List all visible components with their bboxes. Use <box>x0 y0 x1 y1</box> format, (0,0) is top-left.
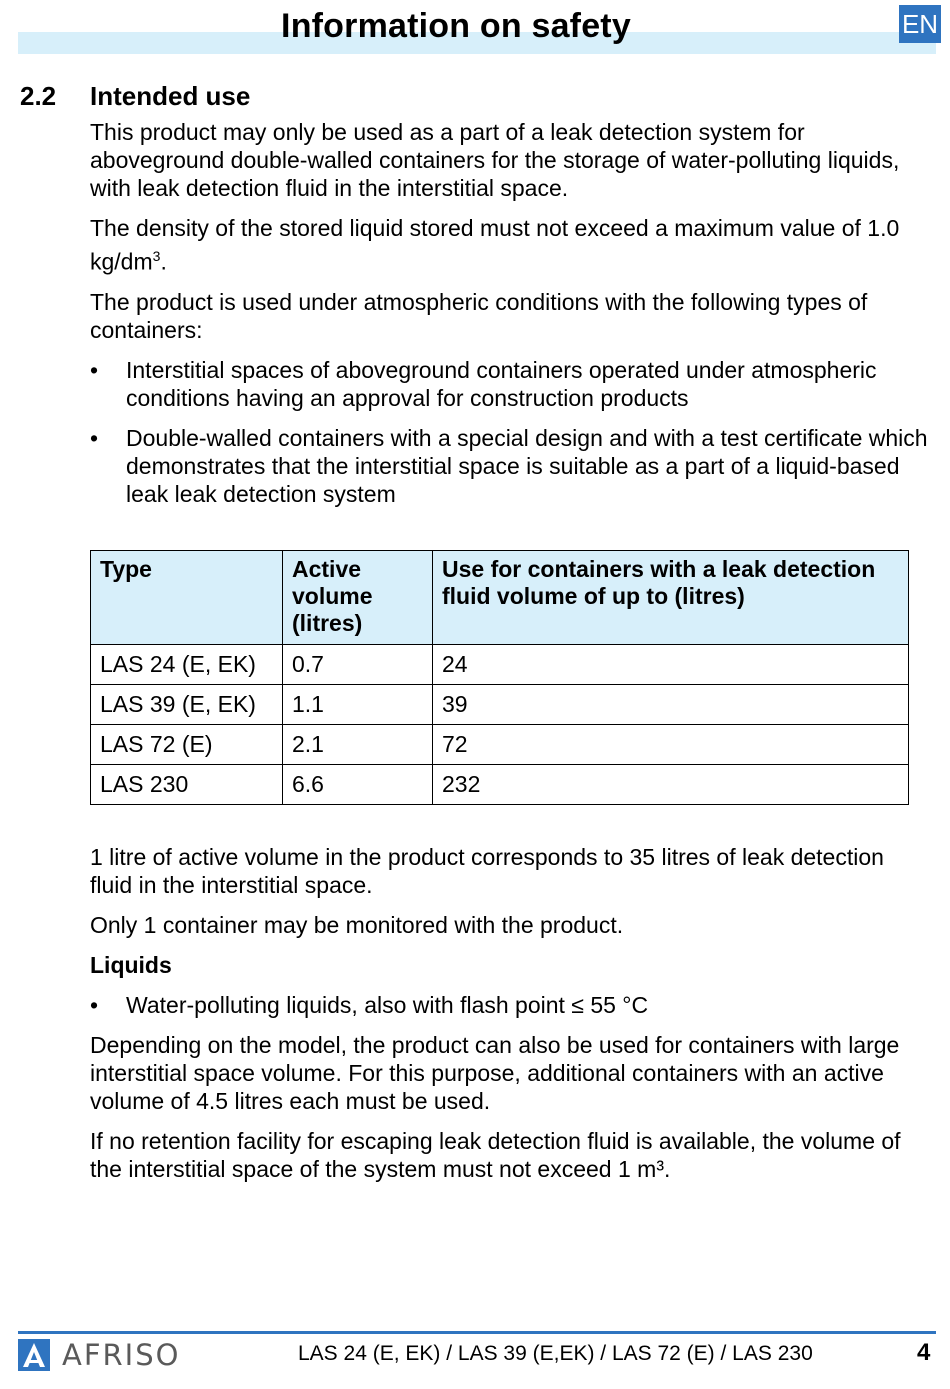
density-text: The density of the stored liquid stored must not exceed a maximum value of 1.0 kg/dm <box>90 215 900 275</box>
list-item <box>90 424 932 508</box>
list-item <box>90 356 932 412</box>
table-cell: 24 <box>433 644 909 684</box>
bullet-icon: • <box>90 424 99 451</box>
table-cell: 6.6 <box>283 764 433 804</box>
logo-text: AFRISO <box>62 1338 181 1372</box>
table-cell: 2.1 <box>283 724 433 764</box>
table-row <box>91 644 909 684</box>
table-cell: 232 <box>433 764 909 804</box>
column-header-container-volume: Use for containers with a leak detection fluid volume of up to (litres) <box>433 550 909 644</box>
list-item-text: Double-walled containers with a special design and with a test certificate which demonstrates that the interstitial space is suitable as a part of a liquid-based leak leak detection system <box>126 424 928 507</box>
table-cell: LAS 39 (E, EK) <box>91 684 283 724</box>
conditions-paragraph: The product is used under atmospheric conditions with the following types of containers: <box>90 288 868 343</box>
density-superscript: 3 <box>152 248 161 264</box>
language-badge: EN <box>899 5 941 43</box>
single-container-paragraph: Only 1 container may be monitored with the product. <box>90 911 624 938</box>
list-item-text: Interstitial spaces of aboveground containers operated under atmospheric conditions having an approval for construction products <box>126 356 877 411</box>
table-cell: LAS 72 (E) <box>91 724 283 764</box>
table-row <box>91 724 909 764</box>
table-cell: 1.1 <box>283 684 433 724</box>
afriso-logo <box>18 1338 180 1372</box>
table-cell: LAS 24 (E, EK) <box>91 644 283 684</box>
table-header-row <box>91 550 909 644</box>
retention-paragraph: If no retention facility for escaping leak detection fluid is available, the volume of the interstitial space of the system must not exceed 1 m³. <box>90 1127 901 1182</box>
section-body <box>90 118 932 1195</box>
density-paragraph <box>90 214 932 276</box>
active-volume-paragraph: 1 litre of active volume in the product corresponds to 35 litres of leak detection fluid in the interstitial space. <box>90 843 884 898</box>
table-cell: 72 <box>433 724 909 764</box>
list-item <box>90 991 932 1019</box>
table-cell: 39 <box>433 684 909 724</box>
section-title: Intended use <box>90 81 251 111</box>
table-cell: 0.7 <box>283 644 433 684</box>
density-period: . <box>160 248 167 275</box>
table-cell: LAS 230 <box>91 764 283 804</box>
afriso-logo-icon <box>18 1339 50 1371</box>
liquids-heading: Liquids <box>90 951 172 978</box>
table-row <box>91 764 909 804</box>
footer-divider <box>18 1331 936 1334</box>
footer-model-list: LAS 24 (E, EK) / LAS 39 (E,EK) / LAS 72 (E) / LAS 230 <box>298 1342 813 1365</box>
section-number: 2.2 <box>20 81 57 111</box>
volume-table <box>90 550 909 805</box>
column-header-type: Type <box>91 550 283 644</box>
table-row <box>91 684 909 724</box>
page-title: Information on safety <box>281 7 631 45</box>
list-item-text: Water-polluting liquids, also with flash point ≤ 55 °C <box>126 991 649 1018</box>
column-header-active-volume: Active volume (litres) <box>283 550 433 644</box>
intro-paragraph: This product may only be used as a part of a leak detection system for aboveground double-walled containers for the storage of water-polluting liquids, with leak detection fluid in the interstitial space. <box>90 119 900 201</box>
bullet-icon: • <box>90 991 99 1018</box>
bullet-icon: • <box>90 356 99 383</box>
page-number: 4 <box>917 1339 931 1366</box>
model-paragraph: Depending on the model, the product can also be used for containers with large interstitial space volume. For this purpose, additional containers with an active volume of 4.5 litres each must be used. <box>90 1031 900 1114</box>
